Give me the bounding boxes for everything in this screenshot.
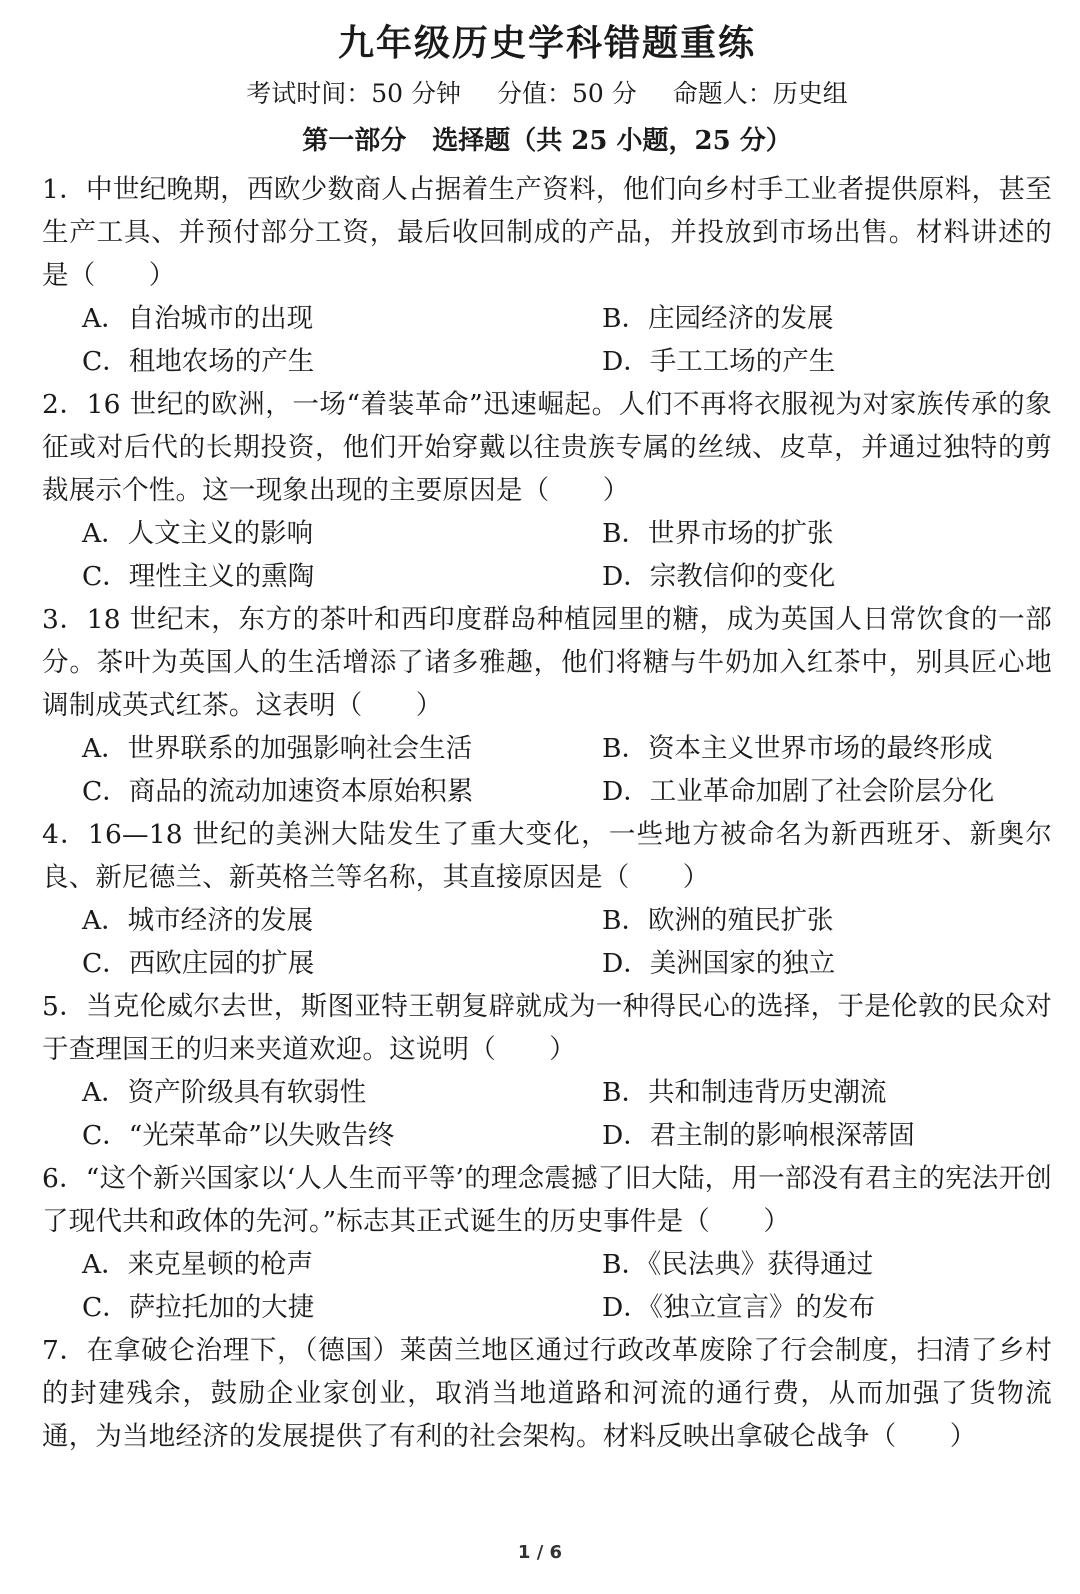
option-group — [42, 1071, 1052, 1157]
question-stem: 3．18 世纪末，东方的茶叶和西印度群岛种植园里的糖，成为英国人日常饮食的一部分。茶叶为英国人的生活增添了诸多雅趣，他们将糖与牛奶加入红茶中，别具匠心地调制成英式红茶。这表明（ ） — [42, 604, 1052, 721]
option-group — [42, 297, 1052, 383]
question-list — [42, 168, 1052, 1458]
exam-score: 分值：50 分 — [496, 79, 637, 108]
exam-info — [42, 72, 1052, 116]
question-stem: 5．当克伦威尔去世，斯图亚特王朝复辟就成为一种得民心的选择，于是伦敦的民众对于查理国王的归来夹道欢迎。这说明（ ） — [42, 991, 1052, 1065]
question-6 — [42, 1157, 1052, 1329]
page-title: 九年级历史学科错题重练 — [337, 22, 756, 64]
exam-author: 命题人：历史组 — [672, 79, 848, 108]
option-b: B．欧洲的殖民扩张 — [602, 905, 834, 936]
option-c: C．萨拉托加的大捷 — [82, 1292, 315, 1323]
option-d: D．《独立宣言》的发布 — [602, 1292, 875, 1323]
option-c: C．西欧庄园的扩展 — [82, 948, 315, 979]
question-2 — [42, 383, 1052, 598]
option-a: A．世界联系的加强影响社会生活 — [82, 733, 473, 764]
option-b: B．共和制违背历史潮流 — [602, 1077, 887, 1108]
option-b: B．《民法典》获得通过 — [602, 1249, 874, 1280]
page-number: 1 / 6 — [517, 1542, 563, 1563]
option-d: D．美洲国家的独立 — [602, 948, 836, 979]
option-group — [42, 1243, 1052, 1329]
question-5 — [42, 985, 1052, 1157]
question-stem: 7．在拿破仑治理下，（德国）莱茵兰地区通过行政改革废除了行会制度，扫清了乡村的封建残余，鼓励企业家创业，取消当地道路和河流的通行费，从而加强了货物流通，为当地经济的发展提供了有利的社会架构。材料反映出拿破仑战争（ ） — [42, 1335, 1052, 1452]
question-4 — [42, 813, 1052, 985]
question-3 — [42, 598, 1052, 813]
option-a: A．人文主义的影响 — [82, 518, 314, 549]
exam-time: 考试时间：50 分钟 — [246, 79, 462, 108]
option-c: C．“光荣革命”以失败告终 — [82, 1120, 395, 1151]
option-b: B．资本主义世界市场的最终形成 — [602, 733, 993, 764]
option-b: B．庄园经济的发展 — [602, 303, 834, 334]
option-c: C．商品的流动加速资本原始积累 — [82, 776, 474, 807]
option-d: D．君主制的影响根深蒂固 — [602, 1120, 915, 1151]
option-a: A．来克星顿的枪声 — [82, 1249, 314, 1280]
option-d: D．工业革命加剧了社会阶层分化 — [602, 776, 995, 807]
question-stem: 6．“这个新兴国家以‘人人生而平等’的理念震撼了旧大陆，用一部没有君主的宪法开创了现代共和政体的先河。”标志其正式诞生的历史事件是（ ） — [42, 1163, 1052, 1237]
option-c: C．租地农场的产生 — [82, 346, 315, 377]
option-group — [42, 512, 1052, 598]
option-c: C．理性主义的熏陶 — [82, 561, 315, 592]
section-title: 第一部分 选择题（共 25 小题，25 分） — [302, 126, 792, 156]
question-stem: 4．16—18 世纪的美洲大陆发生了重大变化，一些地方被命名为新西班牙、新奥尔良、新尼德兰、新英格兰等名称，其直接原因是（ ） — [42, 819, 1052, 893]
option-d: D．宗教信仰的变化 — [602, 561, 836, 592]
question-1 — [42, 168, 1052, 383]
question-stem: 2．16 世纪的欧洲，一场“着装革命”迅速崛起。人们不再将衣服视为对家族传承的象征或对后代的长期投资，他们开始穿戴以往贵族专属的丝绒、皮草，并通过独特的剪裁展示个性。这一现象出现的主要原因是（ ） — [42, 389, 1052, 506]
option-a: A．城市经济的发展 — [82, 905, 314, 936]
question-7 — [42, 1329, 1052, 1458]
question-stem: 1．中世纪晚期，西欧少数商人占据着生产资料，他们向乡村手工业者提供原料，甚至生产工具、并预付部分工资，最后收回制成的产品，并投放到市场出售。材料讲述的是（ ） — [42, 174, 1052, 291]
option-a: A．资产阶级具有软弱性 — [82, 1077, 367, 1108]
option-b: B．世界市场的扩张 — [602, 518, 834, 549]
option-a: A．自治城市的出现 — [82, 303, 314, 334]
option-group — [42, 899, 1052, 985]
option-group — [42, 727, 1052, 813]
option-d: D．手工工场的产生 — [602, 346, 836, 377]
